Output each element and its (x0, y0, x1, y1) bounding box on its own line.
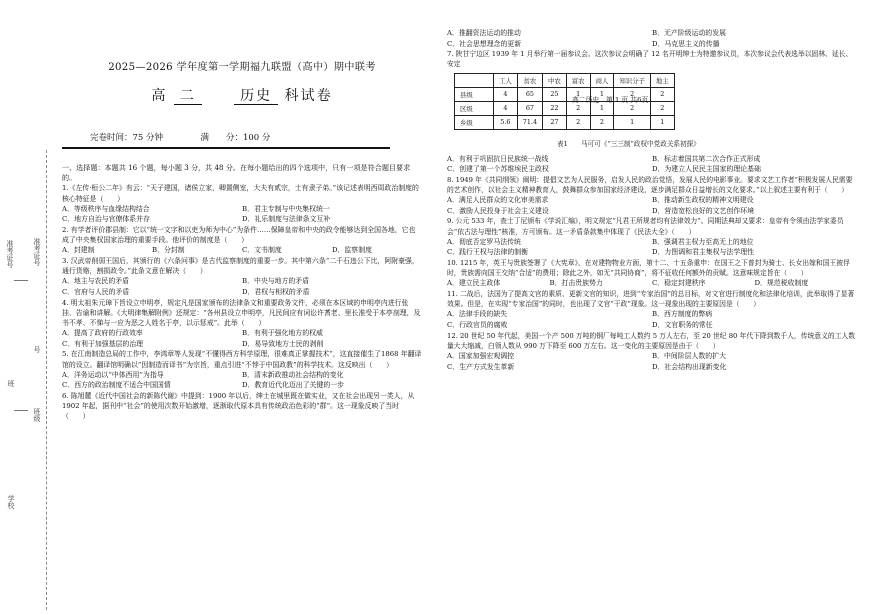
option: A．建立民主政体 (447, 279, 501, 288)
question-stem: 2. 有学者评价郡县制：它以“统一文字和以吏为师为中心”为条件……保障皇帝和中央的政令能够达到全国各地，它也成了中央集权国家治理的重要手段。他评价的制度是（ ） (62, 226, 416, 245)
question-stem: 9. 公元 533 年，查士丁尼颁布《学说汇编》，明文规定“凡君王所规者均有法律效力”。同期法典却又要求：皇帝有令须由法学家委员会“依古法与理性”核准，方可颁布。这一矛盾条款集中体现了《民法大全》（ ） (447, 217, 844, 236)
option: C．地方自治与官僚体系并存 (62, 215, 150, 224)
question-stem: 6. 陈旭麓《近代中国社会的新陈代谢》中提到：1900 年以后，绅士在城里既在做实业，又在社会出现另一类人，从 1902 年起，据刊中“社会”的使用次数开始激增，逐渐取代原本具有传统政治色彩的“群”。这一现象反映了当时（ ） (62, 391, 415, 421)
option: A．彻底否定罗马法传统 (447, 237, 521, 246)
option: C．行政官员的腐败 (447, 320, 508, 329)
table-cell: 2 (590, 115, 614, 129)
exam-time: 完卷时间：75 分钟 (90, 133, 164, 143)
exam-score: 满 分：100 分 (200, 133, 271, 143)
section-instructions: 一、选择题：本题共 16 个题，每小题 3 分，共 48 分。在每小题给出的四个选项中，只有一项是符合题目要求的。 (62, 163, 411, 183)
option: B．有利于强化地方的权威 (242, 329, 323, 338)
right-column (447, 28, 857, 372)
table-cell: 县级 (455, 87, 494, 101)
option: D．君权与相权的矛盾 (242, 288, 310, 296)
option: D．文官职务的常任 (652, 320, 713, 329)
table-cell: 65 (517, 87, 542, 101)
table-cell: 67 (517, 101, 542, 115)
question-options (447, 278, 857, 289)
option: C．创建了第一个苏维埃民主政权 (447, 165, 549, 174)
option: C．官府与人民的矛盾 (62, 288, 130, 296)
question-stem: 10. 1215 年，英王与贵族签署了《大宪章》，在对建物物业方面，第十二、十五条重申：在国王之下普封为骑士、长女出嫁和国王被俘时，贵族需向国王交纳“合适”的费用；除此之外，如无“共同协商”，将不征收任何额外的贡赋。这意味规定旨在（ ） (447, 258, 850, 278)
option: D．社会结构出现新变化 (652, 362, 727, 371)
grade-subject-line (62, 85, 422, 105)
grade-prefix: 高 (151, 88, 168, 104)
option: B．标志着国共第二次合作正式形成 (652, 154, 761, 163)
question-options (62, 370, 422, 391)
option: B．分封制 (152, 246, 185, 255)
table-header-cell (455, 73, 494, 87)
option: D．营造宽松良好的文艺创作环境 (652, 206, 754, 215)
question-stem: 12. 20 世纪 50 年代起，美国一个产 500 万吨的钢厂每吨工人数约 5 万人左右，至 20 世纪 80 年代下降到数千人，传统意义的工人数量大大缩减，白领人数从 990 万下降至 600 万左右。这一变化的主要原因是由于（ ） (447, 331, 856, 350)
option: A．提高了政府的行政效率 (62, 329, 143, 338)
table-cell: 2 (614, 101, 651, 115)
table-cell: 2 (614, 87, 651, 101)
table-cell: 27 (543, 115, 567, 129)
binding-label-exam-number-alt: 准考证号 (33, 238, 41, 266)
question-block (447, 175, 857, 217)
binding-margin (0, 150, 47, 610)
table-header-cell: 地主 (650, 73, 674, 87)
question-options (447, 195, 857, 216)
question-stem: 11. 二战后，法国为了提高文官的素质、更新文官的知识，进到“专家治国”的总目标，对文官进行制度化和法律化培训，此举取得了显著效果。但是，在实现“专家治国”的同时，也出现了文官“干政”现象。这一现象出现的主要原因是（ ） (447, 289, 855, 309)
option: B．中间阶层人数的扩大 (652, 351, 726, 360)
table-cell: 2 (566, 101, 590, 115)
question-stem: 4. 明太祖朱元璋下旨设立申明亭，规定凡是国家颁布的法律条文和重要政务文件，必须在本区域的申明亭内进行张挂、告谕和讲解。《大明律集解附例》还规定：“各州县设立申明亭，凡民间应有词讼许耆老、里长准受于本亭剖理，及书不孝、不悌与一应为恶之人姓名于亭，以示惩戒”。此举（ ） (62, 298, 421, 327)
option: A．洋务运动以“中体西用”为指导 (62, 370, 164, 379)
option: A．封建制 (62, 246, 95, 255)
exam-time-score (62, 131, 390, 149)
table-header-row (455, 73, 675, 87)
option: B．打击贵族势力 (549, 279, 603, 288)
right-question-list (447, 154, 857, 373)
option: C．西方的政治制度不适合中国国情 (62, 381, 171, 390)
question-options (62, 245, 422, 256)
option: A．国家加强宏观调控 (447, 351, 514, 360)
table-header-cell: 贫农 (517, 73, 542, 87)
option: D．监察制度 (332, 246, 372, 255)
option: D．教育近代化迈出了关键的一步 (242, 381, 344, 390)
option: C．生产方式发生革新 (447, 362, 515, 371)
question-7 (447, 49, 857, 69)
option: D．礼乐制度与法律条文互补 (242, 215, 331, 224)
question-options (62, 204, 422, 225)
table-header-cell: 中农 (543, 73, 567, 87)
option: D．马克思主义的传播 (652, 39, 720, 48)
option: A．有利于巩固抗日民族统一战线 (447, 154, 549, 163)
question-block (62, 391, 422, 422)
question-block (447, 331, 857, 373)
option: C．稳定封建秩序 (652, 279, 706, 288)
question-options (447, 309, 857, 330)
question-block (447, 154, 857, 175)
option: B．西方制度的弊病 (652, 310, 713, 319)
table-cell: 71.4 (517, 115, 542, 129)
binding-line (14, 410, 28, 411)
option: A．法律手段的缺失 (447, 310, 508, 319)
option: B．推动新生政权的精神文明建设 (652, 196, 754, 205)
table-cell: 1 (590, 101, 614, 115)
table-header-cell: 工人 (494, 73, 518, 87)
binding-label-class: 班 (7, 380, 15, 387)
table-cell: 25 (543, 87, 567, 101)
binding-label-exam-number: 准考证号 (6, 240, 14, 268)
option: D．为建立人民民主国家的理论基础 (652, 165, 761, 174)
table-cell: 4 (494, 101, 518, 115)
binding-label-class-name: 班级 (33, 408, 41, 422)
table-header-cell: 商人 (590, 73, 614, 87)
question-stem: 8. 1949 年《共同纲领》阐明：提倡文艺为人民服务，启发人民的政治觉悟，发展人民的电影事业。要求文艺工作者“积极发展人民需要的艺术创作，以社会主义精神教育人，鼓舞群众参加国家经济建设，逐步满足群众日益增长的文化要求。”以上叙述主要有利于（ ） (447, 175, 853, 194)
option: B．清末新政推动社会结构的变化 (242, 370, 344, 379)
table-header-cell: 知识分子 (614, 73, 651, 87)
table-cell: 4 (494, 87, 518, 101)
option: C．践行王权与法律的制衡 (447, 248, 529, 257)
question-options (62, 276, 422, 297)
option: A．等级秩序与血缘结构结合 (62, 204, 150, 213)
table-cell: 乡级 (455, 115, 494, 129)
left-question-list (62, 183, 422, 421)
question-stem: 7. 陕甘宁边区 1939 年 1 月举行第一届参议会。这次参议会明确了 12 名开明绅士为特邀参议员，本次参议会代表选举以固林、延长、安定 (447, 50, 853, 69)
table-cell: 1 (614, 115, 651, 129)
option: C．有利于加强基层的治理 (62, 339, 144, 348)
table-cell: 1 (590, 87, 614, 101)
question-options (62, 328, 422, 349)
q6-options (447, 28, 857, 49)
table-row (455, 115, 675, 129)
option: C．文书制度 (242, 246, 282, 255)
option: A．满足人民群众的文化审美需求 (447, 196, 549, 205)
table-cell: 1 (566, 87, 590, 101)
option: C．激励人民投身于社会主义建设 (447, 206, 549, 215)
question-block (447, 289, 857, 331)
question-options (447, 154, 857, 175)
option: A．推翻资法运动的推动 (447, 29, 521, 37)
table-cell: 5.6 (494, 115, 518, 129)
table-cell: 2 (650, 101, 674, 115)
option: A．地主与农民的矛盾 (62, 277, 129, 286)
left-column (62, 54, 422, 422)
option: C．社会思想理念的更新 (447, 39, 522, 48)
binding-label-number: 号 (33, 346, 41, 353)
option: D．易导致地方士民的剥削 (242, 339, 324, 348)
binding-label-school: 学校 (7, 495, 15, 509)
page-info: 高二历史 第 1 页 共6页 (572, 96, 649, 104)
option: B．中央与地方的矛盾 (242, 277, 310, 286)
exam-title: 2025—2026 学年度第一学期福九联盟（高中）期中联考 (108, 62, 376, 73)
option: B．无产阶级运动的发展 (652, 29, 726, 37)
question-block (447, 258, 857, 289)
table-cell: 2 (566, 115, 590, 129)
question-block (62, 183, 422, 225)
binding-line (14, 280, 28, 281)
option: B．强调君主权力至高无上的地位 (652, 237, 754, 246)
table-cell: 2 (650, 87, 674, 101)
question-stem: 5. 在江南制造总局的工作中，李鸿章等人发现“不懂得西方科学原理，很难真正掌握技术”，这直接催生了1868 年翻译馆的设立。翻译馆明确以“因制造而译书”为宗旨，重点引进“不悖于中国政教”的科学技术。这反映出（ ） (62, 350, 422, 369)
option: D．规范税收制度 (754, 279, 809, 288)
table-cell: 1 (650, 115, 674, 129)
question-block (62, 225, 422, 256)
option: B．君主专制与中央集权统一 (242, 204, 330, 213)
option: D．力图调和君主集权与法学理性 (652, 248, 754, 257)
grade-value: 二 (174, 88, 202, 105)
subject-value: 历史 (234, 88, 278, 105)
question-block (62, 349, 422, 391)
table-caption: 表1 马可可《“三三制”政权中党政关系初探》 (557, 139, 700, 148)
question-block (62, 298, 422, 350)
question-stem: 3. 汉武帝削弱王国后，其颁行的《六条问事》是古代监察制度的重要一步。其中第六条“二千石违公下比，阿附豪强，通行货赂，割损政令。”此条文意在解决（ ） (62, 257, 419, 276)
table-cell: 22 (543, 101, 567, 115)
subject-suffix: 科试卷 (284, 88, 333, 104)
table-header-cell: 富农 (566, 73, 590, 87)
question-options (447, 237, 857, 258)
question-block (447, 216, 857, 258)
question-block (62, 256, 422, 298)
question-stem: 1.《左传·桓公二年》有云：“天子建国，诸侯立家，卿置侧室，大夫有贰宗，士有隶子弟。”该记述表明西周政治制度的核心特征是（ ） (62, 184, 419, 203)
table-cell: 区级 (455, 101, 494, 115)
question-options (447, 351, 857, 372)
